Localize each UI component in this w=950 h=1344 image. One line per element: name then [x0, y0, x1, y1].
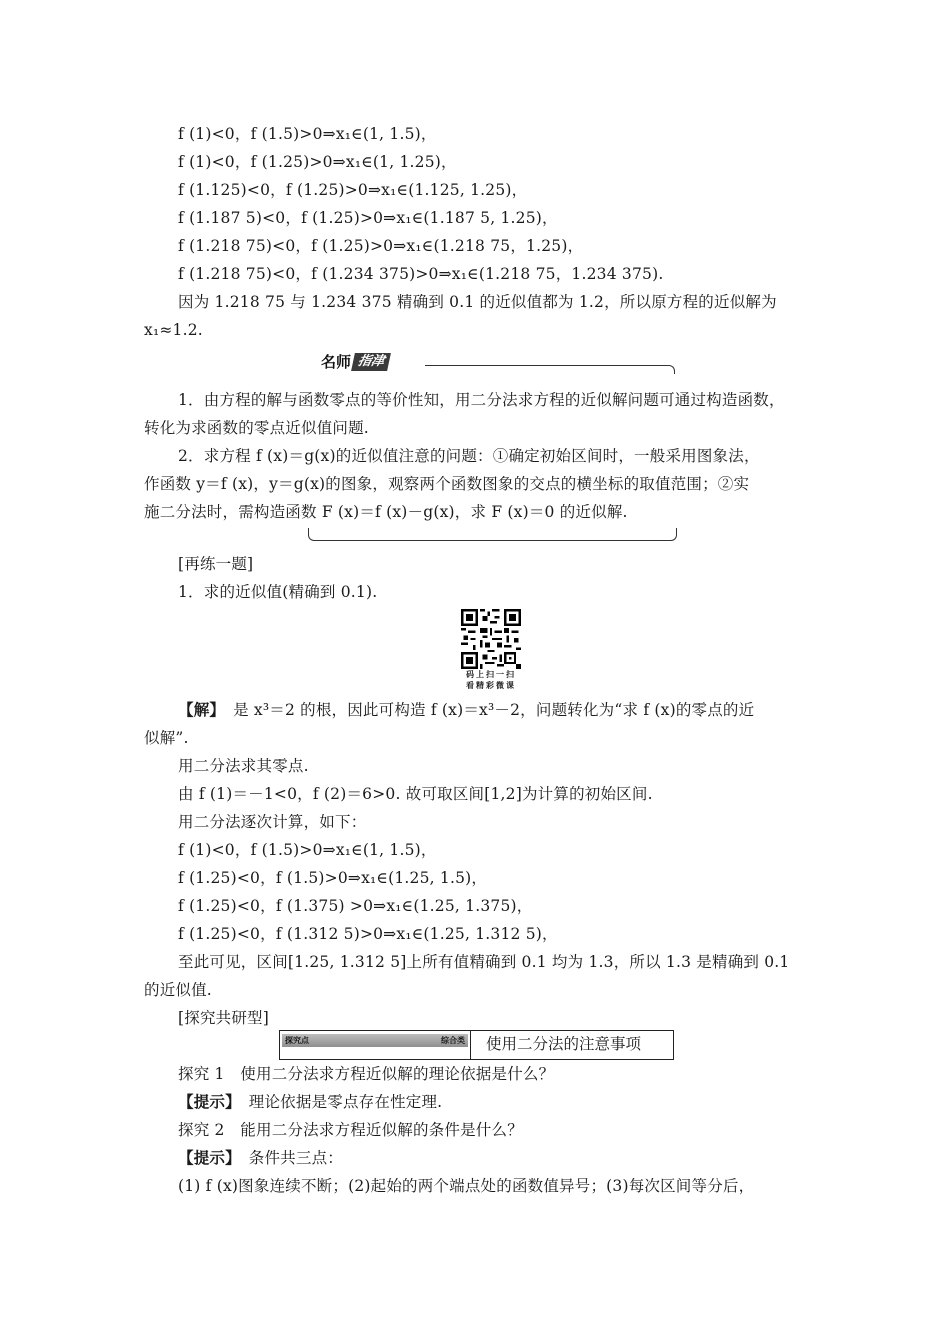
- conclusion-line: x₁≈1.2.: [144, 321, 203, 339]
- calc-line: f (1.187 5)<0，f (1.25)>0⇒x₁∈(1.187 5, 1.25)，: [178, 209, 558, 227]
- calc-line: f (1.125)<0，f (1.25)>0⇒x₁∈(1.125, 1.25)，: [178, 181, 528, 199]
- tip-paragraph: 作函数 y＝f (x)，y＝g(x)的图象，观察两个函数图象的交点的横坐标的取值范围；②实: [144, 475, 750, 493]
- solution-line: 由 f (1)＝－1<0，f (2)＝6>0. 故可取区间[1,2]为计算的初始区间.: [178, 785, 653, 803]
- calc-line: f (1)<0，f (1.5)>0⇒x₁∈(1, 1.5)，: [178, 125, 437, 143]
- solution-step: f (1.25)<0，f (1.312 5)>0⇒x₁∈(1.25, 1.312 5)，: [178, 925, 558, 943]
- hint-label: 【提示】: [178, 1148, 234, 1167]
- solution-end: 的近似值.: [144, 981, 212, 999]
- qr-caption: 码上扫一扫: [466, 670, 516, 679]
- calc-line: f (1.218 75)<0，f (1.234 375)>0⇒x₁∈(1.218 75，1.234 375).: [178, 265, 664, 283]
- explore-bar: [282, 1034, 468, 1047]
- solution-step: f (1.25)<0，f (1.375) >0⇒x₁∈(1.25, 1.375)，: [178, 897, 533, 915]
- solution-step: f (1.25)<0，f (1.5)>0⇒x₁∈(1.25, 1.5)，: [178, 869, 488, 887]
- tip-paragraph: 1．由方程的解与函数零点的等价性知，用二分法求方程的近似解问题可通过构造函数，: [178, 391, 785, 409]
- qr-caption: 看精彩微课: [466, 681, 516, 690]
- solution-label: 【解】: [178, 700, 218, 719]
- explore-question: 探究 2 能用二分法求方程近似解的条件是什么？: [178, 1121, 523, 1139]
- calc-line: f (1.218 75)<0，f (1.25)>0⇒x₁∈(1.218 75，1.25)，: [178, 237, 584, 255]
- practice-question: 1．求的近似值(精确到 0.1).: [178, 583, 378, 601]
- solution-step: f (1)<0，f (1.5)>0⇒x₁∈(1, 1.5)，: [178, 841, 437, 859]
- calc-line: f (1)<0，f (1.25)>0⇒x₁∈(1, 1.25)，: [178, 153, 457, 171]
- solution-line: 似解”.: [144, 729, 189, 747]
- solution-end: 至此可见，区间[1.25, 1.312 5]上所有值精确到 0.1 均为 1.3，所以 1.3 是精确到 0.1: [178, 953, 790, 971]
- tip-paragraph: 2．求方程 f (x)＝g(x)的近似值注意的问题：①确定初始区间时，一般采用图象法，: [178, 447, 760, 465]
- qr-code-icon[interactable]: [461, 609, 521, 669]
- explore-question: 探究 1 使用二分法求方程近似解的理论依据是什么？: [178, 1065, 555, 1083]
- practice-heading: [再练一题]: [178, 555, 254, 573]
- solution-line: 用二分法求其零点.: [178, 757, 309, 775]
- hint-text: 条件共三点：: [248, 1149, 343, 1167]
- explore-title: 使用二分法的注意事项: [486, 1035, 642, 1053]
- explore-divider: [470, 1031, 471, 1059]
- tip-paragraph: 施二分法时，需构造函数 F (x)＝f (x)－g(x)，求 F (x)＝0 的近似解.: [144, 503, 628, 521]
- hint-label: 【提示】: [178, 1092, 234, 1111]
- explore-answer: [178, 1148, 343, 1168]
- tip-header: [305, 351, 675, 375]
- tip-label-left: 名师: [321, 353, 352, 371]
- tip-border-bottom: [308, 528, 677, 541]
- solution-line: 用二分法逐次计算，如下：: [178, 813, 367, 831]
- explore-bar-left: 探究点: [285, 1036, 309, 1045]
- solution-text: 是 x³＝2 的根，因此可构造 f (x)＝x³－2，问题转化为“求 f (x)的零点的近: [233, 701, 755, 719]
- explore-detail: (1) f (x)图象连续不断；(2)起始的两个端点处的函数值异号；(3)每次区间等分后，: [178, 1177, 755, 1195]
- explore-bar-right: 综合类: [441, 1036, 465, 1045]
- explore-heading: [探究共研型]: [178, 1009, 269, 1027]
- hint-text: 理论依据是零点存在性定理.: [248, 1093, 443, 1111]
- explore-answer: [178, 1092, 442, 1112]
- tip-border-top: [425, 365, 675, 374]
- tip-label: [315, 351, 395, 373]
- tip-paragraph: 转化为求函数的零点近似值问题.: [144, 419, 369, 437]
- solution-line: [178, 700, 754, 720]
- explore-title-box: [279, 1030, 674, 1060]
- tip-label-right: 指津: [351, 353, 391, 371]
- conclusion-line: 因为 1.218 75 与 1.234 375 精确到 0.1 的近似值都为 1.2，所以原方程的近似解为: [178, 293, 777, 311]
